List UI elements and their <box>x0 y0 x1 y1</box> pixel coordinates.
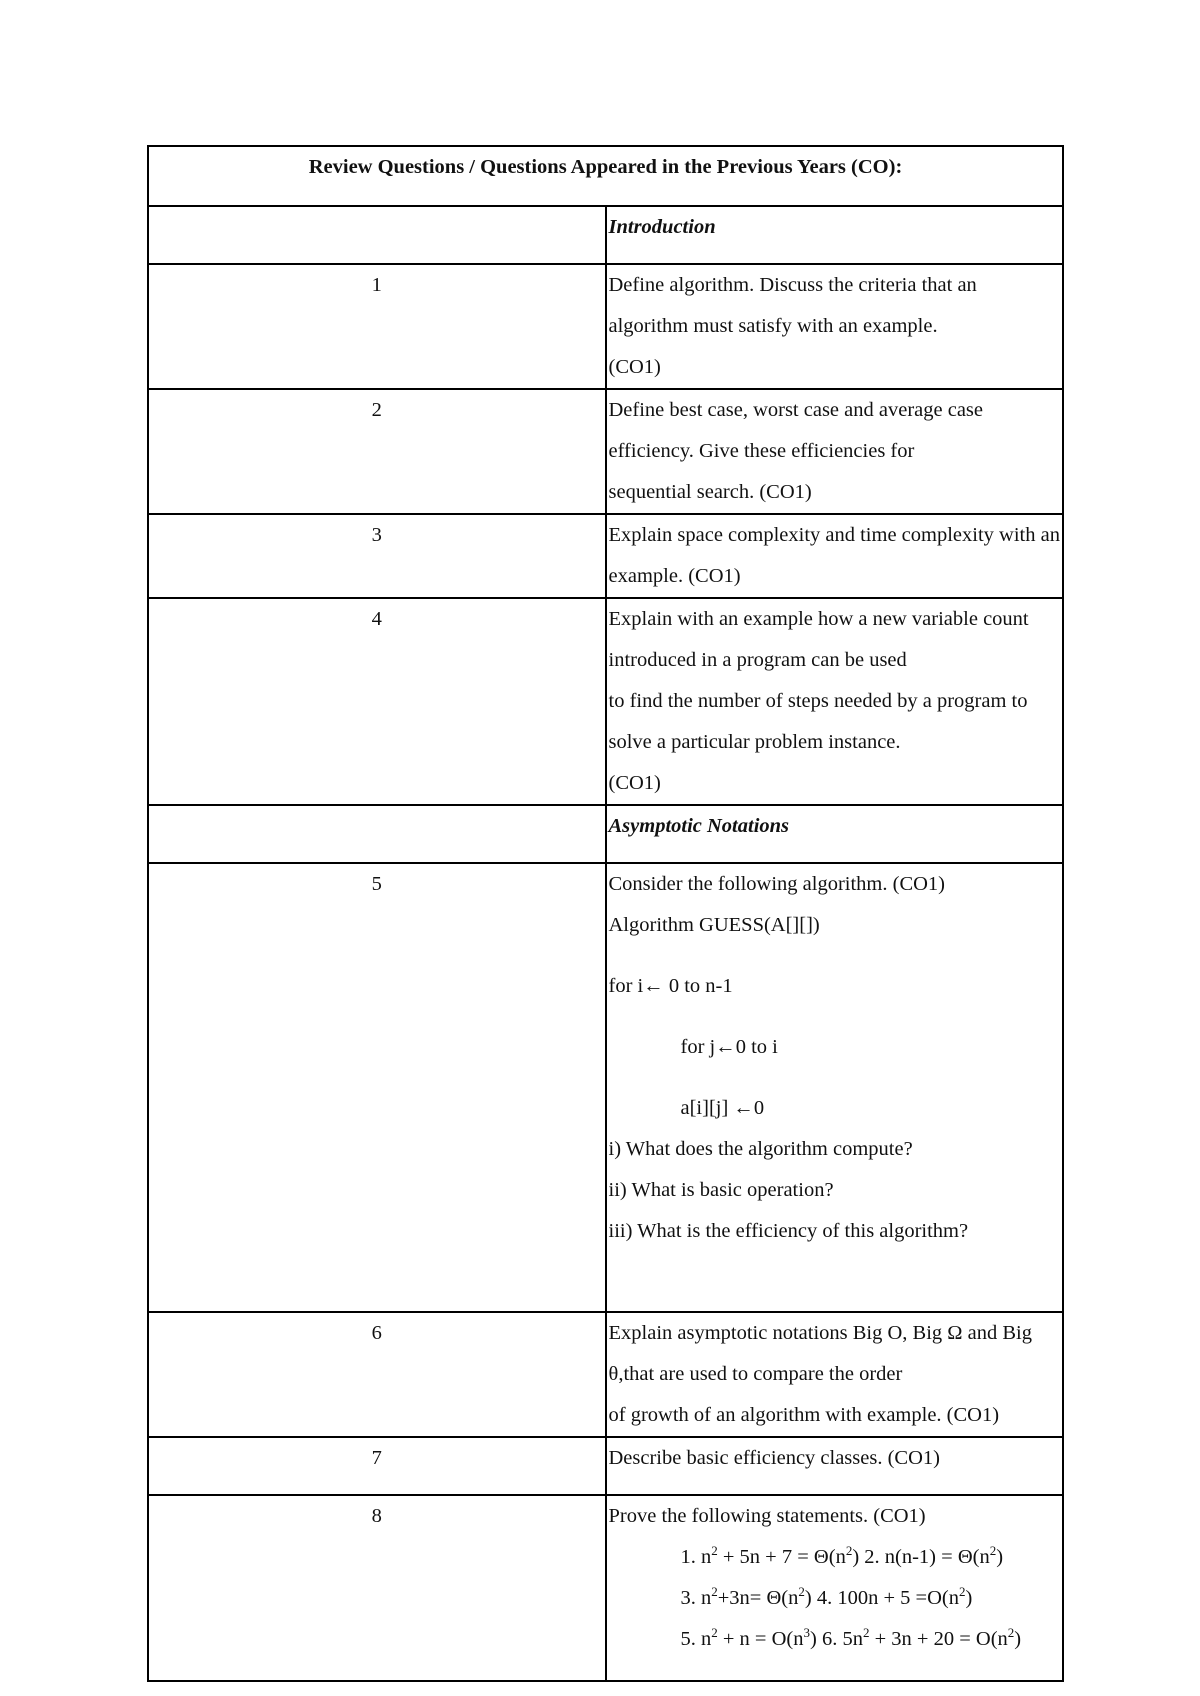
question-row <box>148 264 1063 389</box>
question-text: Explain asymptotic notations Big O, Big Ω and Big θ,that are used to compare the order of growth of an algorithm with example. (CO1) <box>606 1312 1064 1437</box>
question-row <box>148 598 1063 805</box>
question-text: Explain space complexity and time complexity with an example. (CO1) <box>606 514 1064 598</box>
review-questions-table <box>147 145 1064 1682</box>
algorithm-line: for i← 0 to n-1 <box>608 975 733 997</box>
proof-statement: 3. $n^2+3n= \Theta(n^2)$ 4. $100n + 5 =O(n^2)$ <box>680 1584 973 1609</box>
question-number: 1 <box>148 264 606 389</box>
proof-statement: 5. $n^2 + n = O(n^3)$ 6. $5n^2 + 3n + 20 = O(n^2)$ <box>680 1625 1022 1650</box>
proof-statement: 1. $n^2 + 5n + 7 = \Theta(n^2)$ 2. $n(n-1) = \Theta(n^2)$ <box>680 1543 1004 1568</box>
section-row-introduction <box>148 206 1063 264</box>
question-number: 8 <box>148 1495 606 1681</box>
question-text: Define algorithm. Discuss the criteria that an algorithm must satisfy with an example. (CO1) <box>606 264 1064 389</box>
question-number: 7 <box>148 1437 606 1495</box>
question-row <box>148 1495 1063 1681</box>
algorithm-line: a[i][j] ←0 <box>680 1097 765 1119</box>
question-number: 3 <box>148 514 606 598</box>
question-number: 5 <box>148 863 606 1312</box>
table-title: Review Questions / Questions Appeared in the Previous Years (CO): <box>148 146 1063 206</box>
question-text: Prove the following statements. (CO1) 1. $n^2 + 5n + 7 = \Theta(n^2)$ 2. $n(n-1) = \Theta(n^2)$ 3. $n^2+3n= \Theta(n^2)$ 4. $100n + 5 =O(n^2)$ 5. $n^2 + n = O(n^3)$ 6. $5n^2 + 3n + 20 = O(n^2)$ <box>606 1495 1064 1681</box>
question-text: Describe basic efficiency classes. (CO1) <box>606 1437 1064 1495</box>
question-row <box>148 514 1063 598</box>
question-text: Explain with an example how a new variable count introduced in a program can be used to find the number of steps needed by a program to solve a particular problem instance. (CO1) <box>606 598 1064 805</box>
table-header-row <box>148 146 1063 206</box>
section-heading-asymptotic: Asymptotic Notations <box>608 815 790 837</box>
question-number: 2 <box>148 389 606 514</box>
question-row <box>148 389 1063 514</box>
question-number: 4 <box>148 598 606 805</box>
algorithm-line: for j←0 to i <box>680 1036 778 1058</box>
question-text: Consider the following algorithm. (CO1) Algorithm GUESS(A[][]) for i← 0 to n-1 for j←0 to i a[i][j] ←0 i) What does the algorithm compute? ii) What is basic operation? iii) What is the efficiency of this algorithm? <box>606 863 1064 1312</box>
question-row <box>148 1437 1063 1495</box>
section-row-asymptotic <box>148 805 1063 863</box>
question-text: Define best case, worst case and average case efficiency. Give these efficiencies for sequential search. (CO1) <box>606 389 1064 514</box>
question-row <box>148 1312 1063 1437</box>
section-heading-introduction: Introduction <box>608 216 716 238</box>
question-row <box>148 863 1063 1312</box>
question-number: 6 <box>148 1312 606 1437</box>
